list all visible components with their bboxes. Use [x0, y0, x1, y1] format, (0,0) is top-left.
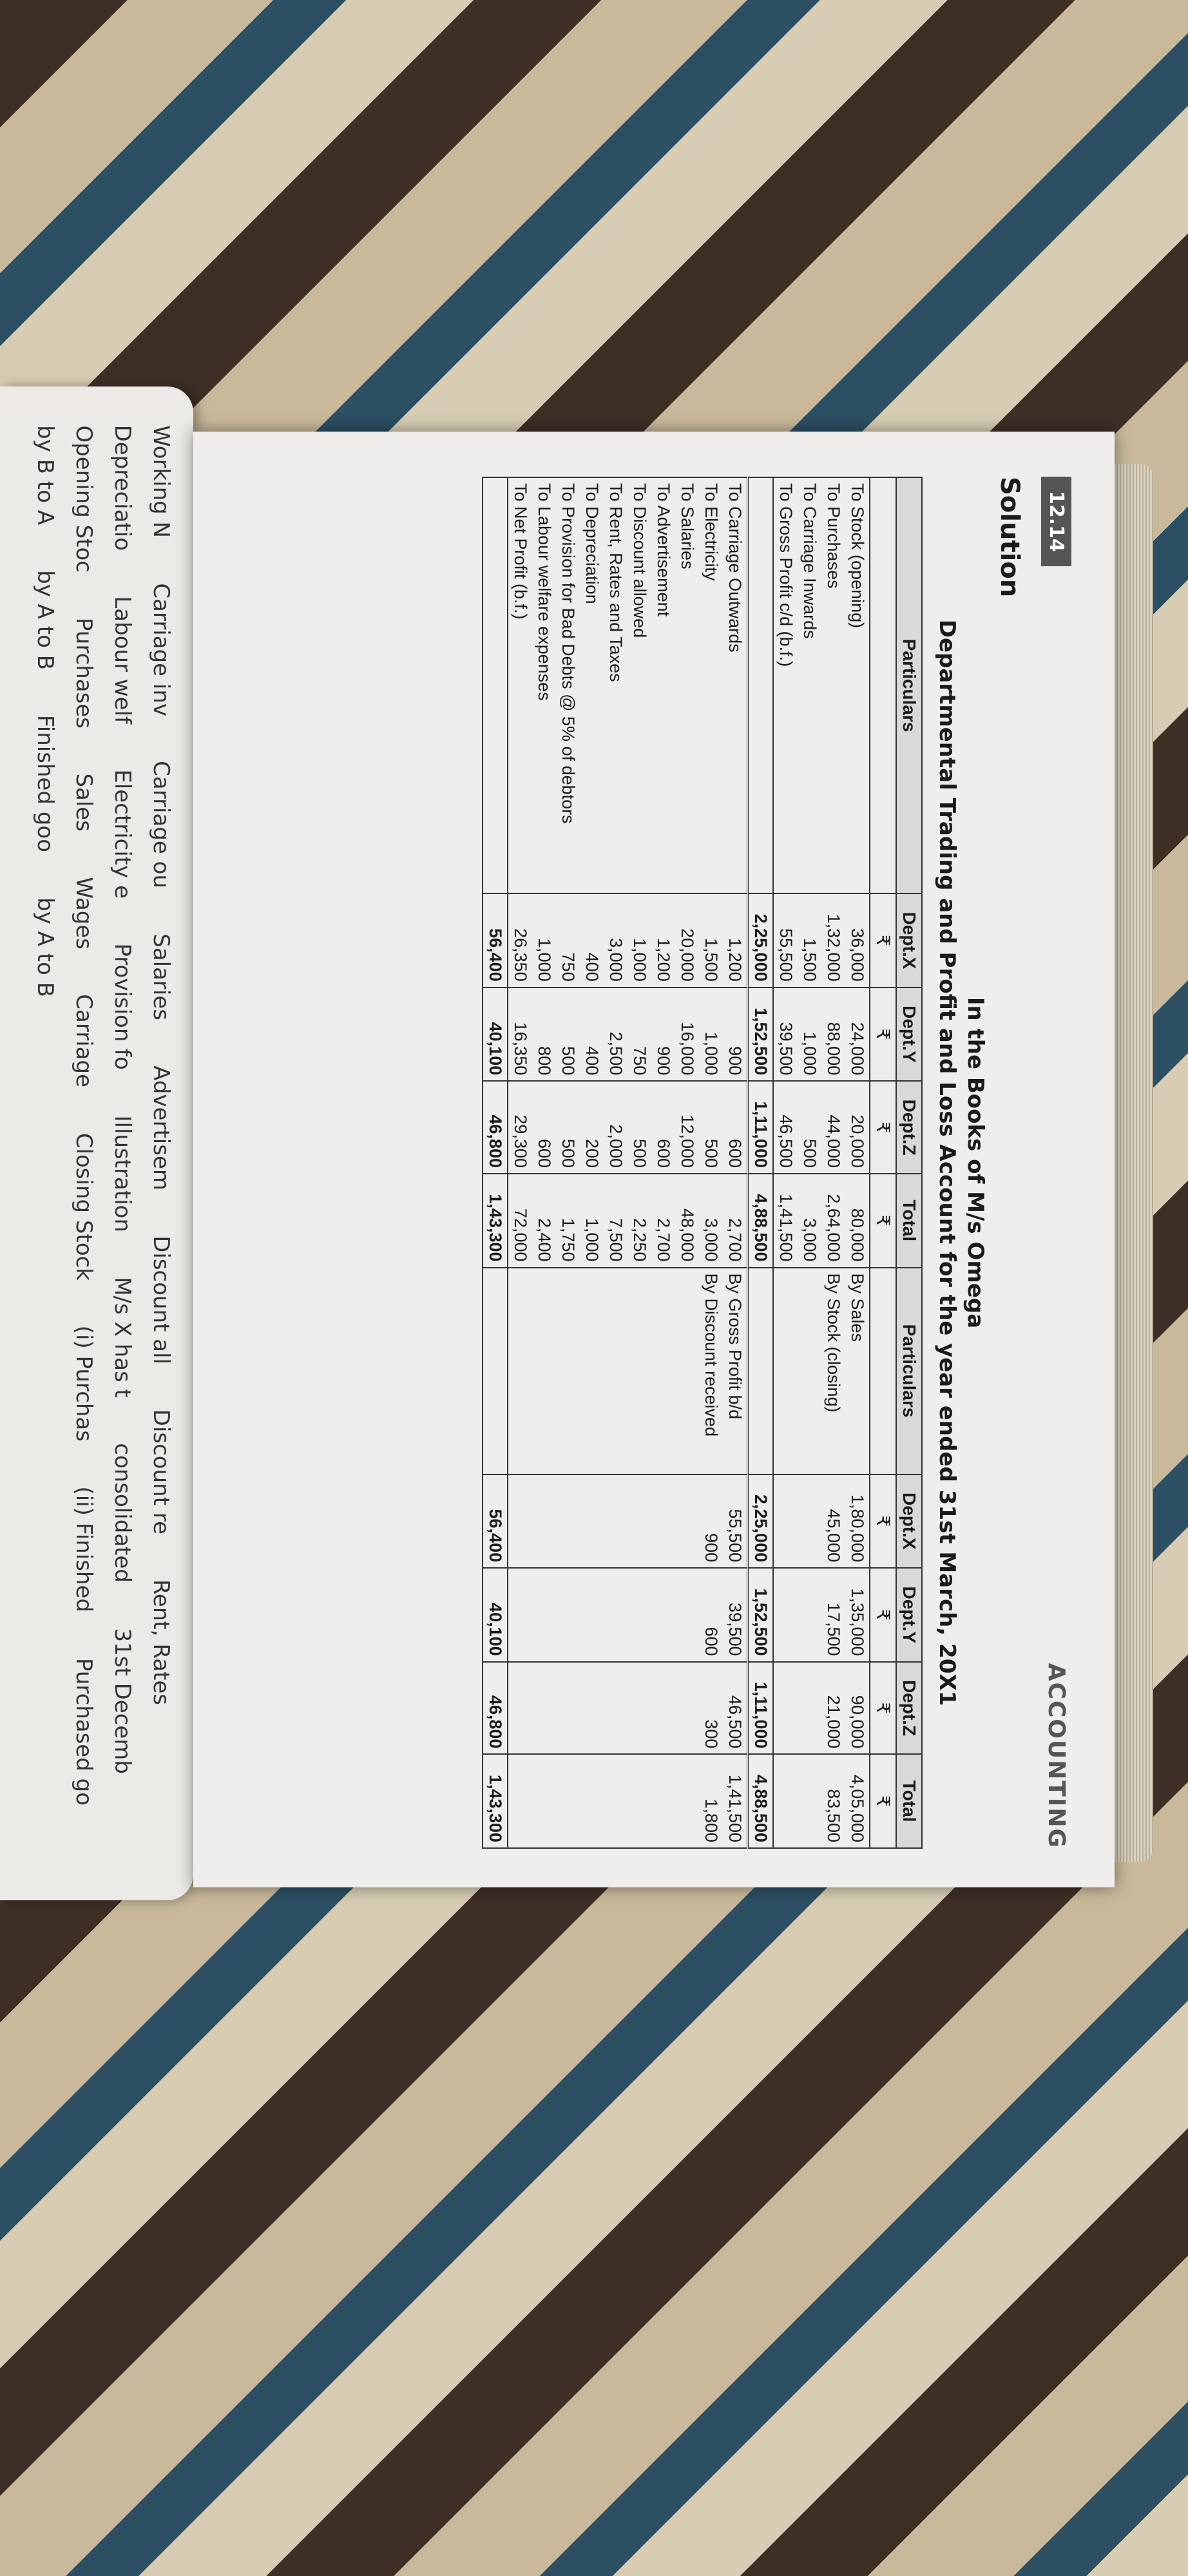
next-page-fragments — [32, 425, 174, 1862]
amount-cell — [556, 1754, 580, 1848]
amount-cell — [651, 1754, 675, 1848]
particulars-cell: To Stock (opening) — [845, 477, 870, 893]
section-label: ACCOUNTING — [1043, 1663, 1070, 1849]
next-page-fragment: by A to B — [32, 569, 58, 670]
amount-cell: 900 — [699, 1474, 723, 1569]
table-row — [556, 477, 580, 1848]
particulars-cell: To Carriage Inwards — [798, 477, 821, 893]
column-header: Particulars — [896, 1268, 922, 1474]
amount-cell — [532, 1568, 556, 1662]
particulars-cell: To Discount allowed — [628, 477, 651, 893]
amount-cell: 1,200 — [723, 893, 748, 987]
next-page-fragment: (i) Purchas — [71, 1325, 97, 1442]
table-row — [821, 477, 845, 1848]
amount-cell: 7,500 — [604, 1174, 628, 1268]
amount-cell — [773, 1662, 798, 1755]
amount-cell — [580, 1568, 604, 1662]
account-title: Departmental Trading and Profit and Loss Account for the year ended 31st March, 20X1 — [934, 619, 960, 1706]
amount-cell: 17,500 — [821, 1568, 845, 1662]
next-page-fragment: (ii) Finished — [71, 1486, 97, 1613]
particulars-cell: To Advertisement — [651, 477, 675, 893]
table-row — [699, 477, 723, 1848]
next-page-fragment: Illustration — [110, 1115, 135, 1232]
amount-cell: 2,64,000 — [821, 1174, 845, 1268]
amount-cell — [556, 1568, 580, 1662]
amount-cell: 1,500 — [798, 893, 821, 987]
amount-cell: 900 — [651, 987, 675, 1082]
amount-cell: 56,400 — [483, 893, 508, 987]
amount-cell: 1,80,000 — [845, 1474, 870, 1569]
amount-cell: 1,000 — [532, 893, 556, 987]
amount-cell: 40,100 — [483, 987, 508, 1082]
amount-cell — [628, 1568, 651, 1662]
column-unit: ₹ — [870, 1662, 896, 1755]
amount-cell: 900 — [723, 987, 748, 1082]
particulars-cell — [651, 1268, 675, 1474]
amount-cell — [604, 1662, 628, 1755]
table-body — [483, 477, 870, 1848]
table-row — [773, 477, 798, 1848]
amount-cell: 600 — [699, 1568, 723, 1662]
amount-cell: 39,500 — [723, 1568, 748, 1662]
amount-cell: 72,000 — [508, 1174, 532, 1268]
totals-row — [748, 477, 774, 1848]
table-header-row — [896, 477, 922, 1848]
next-page-content — [0, 386, 193, 1900]
amount-cell: 40,100 — [483, 1568, 508, 1662]
amount-cell: 1,35,000 — [845, 1568, 870, 1662]
amount-cell — [508, 1662, 532, 1755]
amount-cell — [773, 1754, 798, 1848]
amount-cell: 83,500 — [821, 1754, 845, 1848]
totals-row — [483, 477, 508, 1848]
column-header: Dept.X — [896, 1474, 922, 1569]
amount-cell: 200 — [580, 1081, 604, 1174]
amount-cell — [532, 1754, 556, 1848]
amount-cell: 12,000 — [675, 1081, 699, 1174]
amount-cell: 36,000 — [845, 893, 870, 987]
next-page-fragment: Depreciatio — [110, 425, 135, 551]
amount-cell: 1,000 — [798, 987, 821, 1082]
amount-cell: 2,500 — [604, 987, 628, 1082]
next-page-fragment: Provision fo — [110, 943, 135, 1071]
next-page-fragment: Carriage inv — [148, 582, 174, 716]
column-header: Total — [896, 1174, 922, 1268]
column-unit — [870, 477, 896, 893]
amount-cell — [628, 1662, 651, 1755]
book-page-content — [193, 432, 1115, 1887]
amount-cell: 20,000 — [845, 1081, 870, 1174]
table-row — [508, 477, 532, 1848]
amount-cell: 3,000 — [699, 1174, 723, 1268]
amount-cell: 2,25,000 — [748, 893, 774, 987]
amount-cell — [604, 1474, 628, 1569]
next-page-fragment: Closing Stock — [71, 1132, 97, 1281]
amount-cell — [798, 1754, 821, 1848]
next-page-fragment: Salaries — [148, 933, 174, 1021]
particulars-cell — [580, 1268, 604, 1474]
table-row — [845, 477, 870, 1848]
amount-cell: 500 — [556, 987, 580, 1082]
particulars-cell: To Salaries — [675, 477, 699, 893]
next-page-fragment: consolidated — [110, 1443, 135, 1583]
amount-cell: 1,800 — [699, 1754, 723, 1848]
next-page-fragment: Purchases — [71, 617, 97, 729]
next-page-fragment: Finished goo — [32, 714, 58, 852]
particulars-cell: By Discount received — [699, 1268, 723, 1474]
book-page-edges — [1108, 464, 1153, 1862]
amount-cell: 46,800 — [483, 1081, 508, 1174]
amount-cell — [532, 1662, 556, 1755]
column-header: Total — [896, 1754, 922, 1848]
amount-cell: 1,750 — [556, 1174, 580, 1268]
amount-cell: 1,000 — [580, 1174, 604, 1268]
amount-cell: 3,000 — [604, 893, 628, 987]
next-page-fragment: Labour welf — [110, 596, 135, 725]
amount-cell — [651, 1474, 675, 1569]
amount-cell — [580, 1754, 604, 1848]
amount-cell: 1,43,300 — [483, 1754, 508, 1848]
amount-cell: 2,000 — [604, 1081, 628, 1174]
amount-cell: 56,400 — [483, 1474, 508, 1569]
table-row — [628, 477, 651, 1848]
amount-cell: 800 — [532, 987, 556, 1082]
column-header: Dept.Z — [896, 1081, 922, 1174]
running-header — [1037, 477, 1076, 1849]
particulars-cell: By Gross Profit b/d — [723, 1268, 748, 1474]
particulars-cell: To Gross Profit c/d (b.f.) — [773, 477, 798, 893]
amount-cell: 4,88,500 — [748, 1754, 774, 1848]
next-page-fragment: by A to B — [32, 897, 58, 997]
amount-cell: 4,05,000 — [845, 1754, 870, 1848]
particulars-cell — [628, 1268, 651, 1474]
amount-cell: 39,500 — [773, 987, 798, 1082]
amount-cell: 2,400 — [532, 1174, 556, 1268]
table-row — [675, 477, 699, 1848]
amount-cell — [651, 1568, 675, 1662]
amount-cell: 88,000 — [821, 987, 845, 1082]
amount-cell: 500 — [798, 1081, 821, 1174]
amount-cell: 24,000 — [845, 987, 870, 1082]
amount-cell — [675, 1568, 699, 1662]
amount-cell: 2,25,000 — [748, 1474, 774, 1569]
column-header: Dept.X — [896, 893, 922, 987]
next-page-fragment: Working N — [148, 425, 174, 538]
column-unit: ₹ — [870, 1474, 896, 1569]
amount-cell: 55,500 — [723, 1474, 748, 1569]
next-page-fragment: M/s X has t — [110, 1277, 135, 1398]
amount-cell — [651, 1662, 675, 1755]
particulars-cell — [748, 1268, 774, 1474]
amount-cell: 1,500 — [699, 893, 723, 987]
amount-cell — [798, 1662, 821, 1755]
table-row — [723, 477, 748, 1848]
amount-cell: 600 — [532, 1081, 556, 1174]
particulars-cell: To Labour welfare expenses — [532, 477, 556, 893]
amount-cell — [628, 1754, 651, 1848]
amount-cell — [604, 1568, 628, 1662]
solution-heading: Solution — [995, 477, 1024, 598]
next-page-fragment: Discount re — [148, 1409, 174, 1535]
next-page-fragment: Rent, Rates — [148, 1579, 174, 1706]
particulars-cell: To Provision for Bad Debts @ 5% of debtors — [556, 477, 580, 893]
amount-cell: 48,000 — [675, 1174, 699, 1268]
particulars-cell: By Sales — [845, 1268, 870, 1474]
amount-cell: 500 — [556, 1081, 580, 1174]
book-title: In the Books of M/s Omega — [963, 997, 988, 1329]
amount-cell: 1,11,000 — [748, 1662, 774, 1755]
amount-cell: 1,32,000 — [821, 893, 845, 987]
next-page-fragment: 31st Decemb — [110, 1628, 135, 1774]
next-page-fragment: Discount all — [148, 1236, 174, 1364]
amount-cell — [675, 1754, 699, 1848]
particulars-cell — [483, 1268, 508, 1474]
amount-cell: 1,11,000 — [748, 1081, 774, 1174]
particulars-cell: To Net Profit (b.f.) — [508, 477, 532, 893]
amount-cell: 1,000 — [699, 987, 723, 1082]
amount-cell — [532, 1474, 556, 1569]
amount-cell: 1,41,500 — [773, 1174, 798, 1268]
amount-cell: 2,700 — [651, 1174, 675, 1268]
amount-cell: 44,000 — [821, 1081, 845, 1174]
particulars-cell — [773, 1268, 798, 1474]
column-header: Particulars — [896, 477, 922, 893]
amount-cell: 1,41,500 — [723, 1754, 748, 1848]
next-page-fragment: Wages — [71, 877, 97, 949]
next-page-strip — [0, 386, 193, 1900]
amount-cell: 4,88,500 — [748, 1174, 774, 1268]
amount-cell — [580, 1662, 604, 1755]
amount-cell — [675, 1662, 699, 1755]
next-page-fragment: Carriage ou — [148, 761, 174, 889]
column-unit: ₹ — [870, 987, 896, 1082]
amount-cell — [798, 1568, 821, 1662]
amount-cell: 1,43,300 — [483, 1174, 508, 1268]
next-page-fragment: Purchased go — [71, 1657, 97, 1806]
amount-cell: 2,250 — [628, 1174, 651, 1268]
particulars-cell — [483, 477, 508, 893]
particulars-cell — [748, 477, 774, 893]
column-unit: ₹ — [870, 893, 896, 987]
departmental-account-table — [482, 477, 923, 1849]
amount-cell: 400 — [580, 987, 604, 1082]
amount-cell: 3,000 — [798, 1174, 821, 1268]
next-page-fragment: Electricity e — [110, 769, 135, 899]
amount-cell — [508, 1474, 532, 1569]
particulars-cell — [604, 1268, 628, 1474]
column-unit: ₹ — [870, 1754, 896, 1848]
amount-cell: 55,500 — [773, 893, 798, 987]
amount-cell — [628, 1474, 651, 1569]
particulars-cell — [532, 1268, 556, 1474]
column-unit — [870, 1268, 896, 1474]
amount-cell: 750 — [628, 987, 651, 1082]
amount-cell: 1,000 — [628, 893, 651, 987]
amount-cell: 16,000 — [675, 987, 699, 1082]
amount-cell: 20,000 — [675, 893, 699, 987]
next-page-fragment: Carriage — [71, 994, 97, 1088]
amount-cell — [580, 1474, 604, 1569]
amount-cell: 46,500 — [723, 1662, 748, 1755]
page-number: 12.14 — [1042, 477, 1072, 566]
table-row — [580, 477, 604, 1848]
particulars-cell: To Purchases — [821, 477, 845, 893]
column-unit: ₹ — [870, 1081, 896, 1174]
table-row — [532, 477, 556, 1848]
amount-cell: 400 — [580, 893, 604, 987]
amount-cell: 46,500 — [773, 1081, 798, 1174]
table-row — [651, 477, 675, 1848]
amount-cell: 500 — [628, 1081, 651, 1174]
amount-cell: 45,000 — [821, 1474, 845, 1569]
next-page-fragment: by B to A — [32, 425, 58, 525]
column-header: Dept.Y — [896, 1568, 922, 1662]
book-page — [193, 432, 1115, 1887]
amount-cell: 1,52,500 — [748, 987, 774, 1082]
amount-cell: 29,300 — [508, 1081, 532, 1174]
amount-cell: 16,350 — [508, 987, 532, 1082]
amount-cell — [508, 1568, 532, 1662]
column-header: Dept.Y — [896, 987, 922, 1082]
amount-cell: 90,000 — [845, 1662, 870, 1755]
particulars-cell: To Depreciation — [580, 477, 604, 893]
amount-cell: 750 — [556, 893, 580, 987]
particulars-cell — [556, 1268, 580, 1474]
amount-cell — [773, 1474, 798, 1569]
next-page-fragment: Opening Stoc — [71, 425, 97, 573]
amount-cell: 600 — [651, 1081, 675, 1174]
particulars-cell — [675, 1268, 699, 1474]
amount-cell: 80,000 — [845, 1174, 870, 1268]
table-row — [798, 477, 821, 1848]
amount-cell: 21,000 — [821, 1662, 845, 1755]
particulars-cell — [508, 1268, 532, 1474]
particulars-cell — [798, 1268, 821, 1474]
amount-cell — [798, 1474, 821, 1569]
amount-cell — [773, 1568, 798, 1662]
column-unit: ₹ — [870, 1568, 896, 1662]
amount-cell: 600 — [723, 1081, 748, 1174]
particulars-cell: To Carriage Outwards — [723, 477, 748, 893]
table-row — [604, 477, 628, 1848]
column-unit: ₹ — [870, 1174, 896, 1268]
column-header: Dept.Z — [896, 1662, 922, 1755]
amount-cell — [604, 1754, 628, 1848]
amount-cell: 46,800 — [483, 1662, 508, 1755]
amount-cell — [675, 1474, 699, 1569]
amount-cell: 300 — [699, 1662, 723, 1755]
particulars-cell: To Rent, Rates and Taxes — [604, 477, 628, 893]
amount-cell: 2,700 — [723, 1174, 748, 1268]
amount-cell — [508, 1754, 532, 1848]
amount-cell: 1,200 — [651, 893, 675, 987]
amount-cell: 26,350 — [508, 893, 532, 987]
next-page-fragment: Advertisem — [148, 1065, 174, 1190]
amount-cell — [556, 1474, 580, 1569]
particulars-cell: By Stock (closing) — [821, 1268, 845, 1474]
next-page-fragment: Sales — [71, 773, 97, 832]
amount-cell: 1,52,500 — [748, 1568, 774, 1662]
amount-cell — [556, 1662, 580, 1755]
table-units-row — [870, 477, 896, 1848]
particulars-cell: To Electricity — [699, 477, 723, 893]
amount-cell: 500 — [699, 1081, 723, 1174]
